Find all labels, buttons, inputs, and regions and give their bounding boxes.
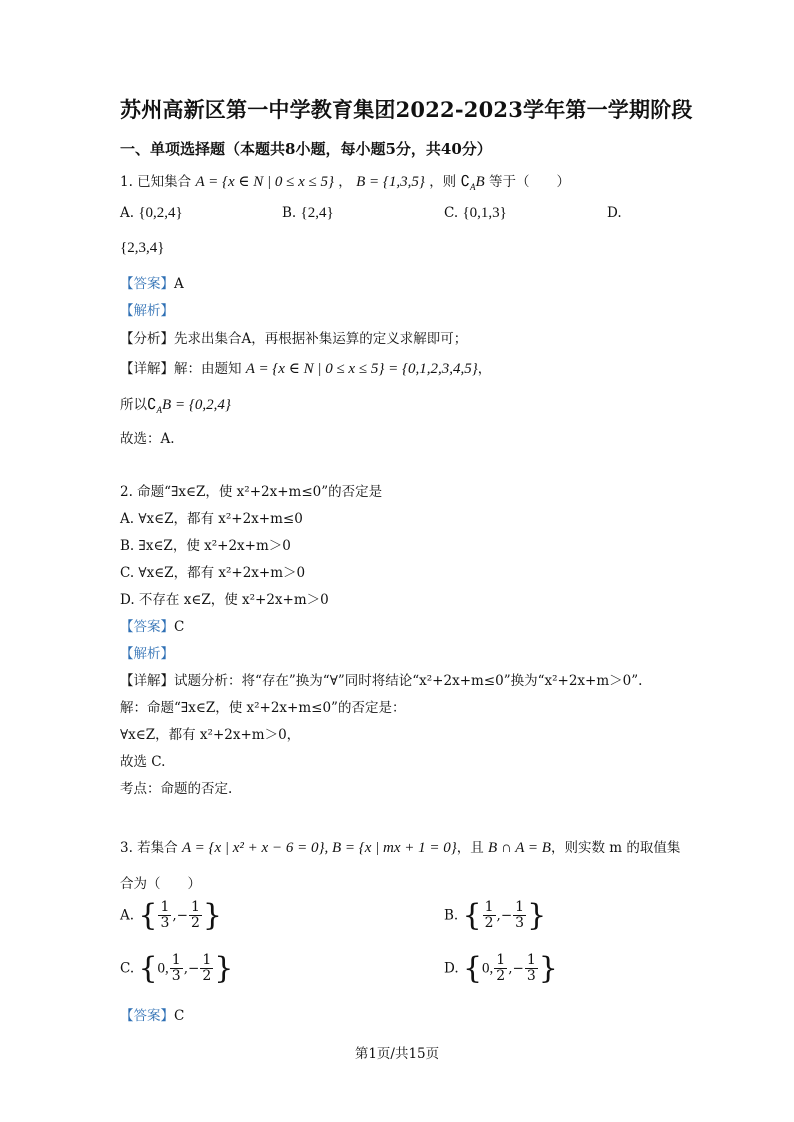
q2-choose: 故选 C. xyxy=(120,754,166,770)
q1-choose: 故选：A. xyxy=(120,431,175,447)
q1-set-b: B = {1,3,5} xyxy=(356,174,425,190)
q3-answer: 【答案】C xyxy=(120,1008,185,1024)
q1-stem-suffix: 等于（ ） xyxy=(489,174,570,190)
q3-option-a: A. { $\frac{1}{3}$ ,− $\frac{1}{2}$ } xyxy=(120,897,222,933)
q1-option-a: A. {0,2,4} xyxy=(120,205,183,221)
q1-option-b: B. {2,4} xyxy=(282,205,334,221)
q1-detail: 【详解】解：由题知 A = {x ∈ N | 0 ≤ x ≤ 5} = {0,1,2,3,4,5}， xyxy=(120,361,492,377)
q1-option-d: {2,3,4} xyxy=(120,240,165,256)
q1-stem-prefix: 1. 已知集合 xyxy=(120,174,192,190)
q1-option-c: C. {0,1,3} xyxy=(444,205,507,221)
q1-answer: 【答案】A xyxy=(120,276,184,292)
q2-solution-2: ∀x∈Z，都有 x²+2x+m＞0， xyxy=(120,727,301,743)
q3-option-b: B. { $\frac{1}{2}$ ,− $\frac{1}{3}$ } xyxy=(444,897,547,933)
q3-stem-line2: 合为（ ） xyxy=(120,876,201,892)
q1-set-a: A = {x ∈ N | 0 ≤ x ≤ 5} xyxy=(195,174,334,190)
q2-detail: 【详解】试题分析：将“存在”换为“∀”同时将结论“x²+2x+m≤0”换为“x²+2x+m＞0”. xyxy=(120,673,643,689)
q1-complement: $∁_AB$ xyxy=(460,174,485,192)
q3-stem: 3. 若集合 A = {x | x² + x − 6 = 0}, B = {x | mx + 1 = 0}，且 B ∩ A = B，则实数 m 的取值集 xyxy=(120,840,681,856)
q1-fenxi: 【分析】先求出集合A，再根据补集运算的定义求解即可； xyxy=(120,331,468,347)
q1-analysis-tag: 【解析】 xyxy=(120,303,174,319)
q2-solution-1: 解：命题“∃x∈Z，使 x²+2x+m≤0”的否定是： xyxy=(120,700,406,716)
q2-stem: 2. 命题“∃x∈Z，使 x²+2x+m≤0”的否定是 xyxy=(120,484,383,500)
q2-analysis-tag: 【解析】 xyxy=(120,646,174,662)
q3-option-d: D. {0, $\frac{1}{2}$ ,− $\frac{1}{3}$ } xyxy=(444,950,558,986)
q2-answer: 【答案】C xyxy=(120,619,185,635)
q2-option-a: A. ∀x∈Z，都有 x²+2x+m≤0 xyxy=(120,511,303,527)
q3-sets: A = {x | x² + x − 6 = 0}, B = {x | mx + 1 = 0} xyxy=(181,840,457,856)
q2-kaodian: 考点：命题的否定. xyxy=(120,781,233,797)
q3-condition: B ∩ A = B xyxy=(488,840,551,856)
q1-stem: 1. 已知集合 A = {x ∈ N | 0 ≤ x ≤ 5} ， B = {1,3,5} ，则 $∁_AB$ 等于（ ） xyxy=(120,174,570,192)
section-heading: 一、单项选择题（本题共8小题，每小题5分，共40分） xyxy=(120,140,492,158)
q1-so: 所以$∁_AB = \{0,2,4\}$ xyxy=(120,397,231,415)
answer-tag: 【答案】 xyxy=(120,276,174,292)
q1-option-d-label: D. xyxy=(607,205,622,221)
q3-option-c: C. {0, $\frac{1}{3}$ ,− $\frac{1}{2}$ } xyxy=(120,950,234,986)
page-footer: 第1页/共15页 xyxy=(354,1046,440,1062)
q1-stem-middle: ，则 xyxy=(429,174,457,190)
q2-option-d: D. 不存在 x∈Z，使 x²+2x+m＞0 xyxy=(120,592,329,608)
q2-option-c: C. ∀x∈Z，都有 x²+2x+m＞0 xyxy=(120,565,306,581)
page-title: 苏州高新区第一中学教育集团2022-2023学年第一学期阶段 xyxy=(120,97,693,122)
q2-option-b: B. ∃x∈Z，使 x²+2x+m＞0 xyxy=(120,538,291,554)
